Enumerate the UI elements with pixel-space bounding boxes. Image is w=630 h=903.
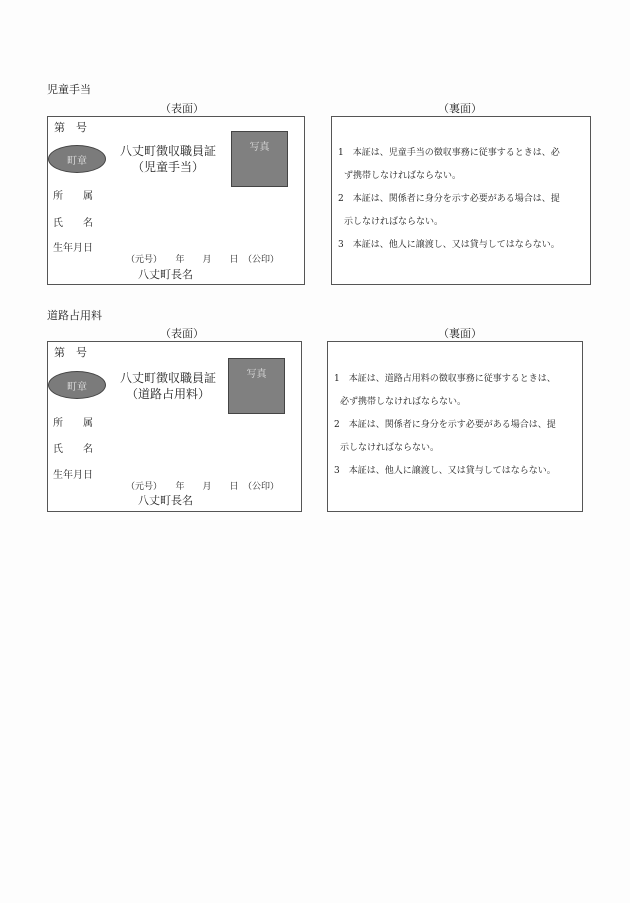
field-affiliation: 所 属 (53, 418, 93, 429)
card-title: 八丈町徴収職員証 (119, 371, 216, 385)
back-card (327, 341, 583, 512)
issuer-name: 八丈町長名 (138, 268, 193, 281)
date-line: （元号） 年 月 日 （公印） (126, 255, 280, 265)
date-line: （元号） 年 月 日 （公印） (126, 482, 280, 492)
terms-list (338, 142, 560, 257)
terms-line: 2 本証は、関係者に身分を示す必要がある場合は、提 (334, 420, 556, 430)
terms-line: 3 本証は、他人に譲渡し、又は貸与してはならない。 (338, 240, 560, 250)
section-title: 児童手当 (47, 83, 91, 96)
back-caption: （裏面） (438, 327, 482, 340)
card-title: 八丈町徴収職員証 (119, 144, 216, 158)
field-name: 氏 名 (53, 218, 93, 229)
terms-line: 示しなければならない。 (340, 443, 440, 453)
front-caption: （表面） (160, 102, 204, 115)
terms-line: 1 本証は、道路占用料の徴収事務に従事するときは、 (334, 374, 556, 384)
photo-label: 写真 (249, 142, 270, 153)
seal-label: 町章 (67, 155, 87, 167)
field-birthdate: 生年月日 (53, 470, 93, 481)
terms-line: 2 本証は、関係者に身分を示す必要がある場合は、提 (338, 194, 560, 204)
field-birthdate: 生年月日 (53, 243, 93, 254)
terms-line: 必ず携帯しなければならない。 (340, 397, 467, 407)
terms-line: 3 本証は、他人に譲渡し、又は貸与してはならない。 (334, 466, 556, 476)
section-title: 道路占用料 (47, 309, 102, 322)
front-card (47, 116, 305, 285)
card-subtitle: （児童手当） (131, 160, 204, 174)
front-caption: （表面） (160, 327, 204, 340)
seal-label: 町章 (67, 381, 87, 393)
terms-list (334, 368, 556, 483)
card-title-block (110, 143, 226, 175)
terms-line: 示しなければならない。 (344, 217, 444, 227)
town-seal-icon (48, 145, 106, 173)
back-card (331, 116, 591, 285)
card-subtitle: （道路占用料） (125, 387, 210, 401)
field-affiliation: 所 属 (53, 191, 93, 202)
photo-label: 写真 (246, 369, 267, 380)
card-number-label: 第 号 (54, 121, 87, 134)
back-caption: （裏面） (438, 102, 482, 115)
card-title-block (110, 370, 226, 402)
terms-line: ず携帯しなければならない。 (344, 171, 462, 181)
photo-placeholder (231, 131, 288, 187)
issuer-name: 八丈町長名 (138, 494, 193, 507)
card-number-label: 第 号 (54, 346, 87, 359)
front-card (47, 341, 302, 512)
field-name: 氏 名 (53, 444, 93, 455)
terms-line: 1 本証は、児童手当の徴収事務に従事するときは、必 (338, 148, 560, 158)
photo-placeholder (228, 358, 285, 414)
town-seal-icon (48, 371, 106, 399)
